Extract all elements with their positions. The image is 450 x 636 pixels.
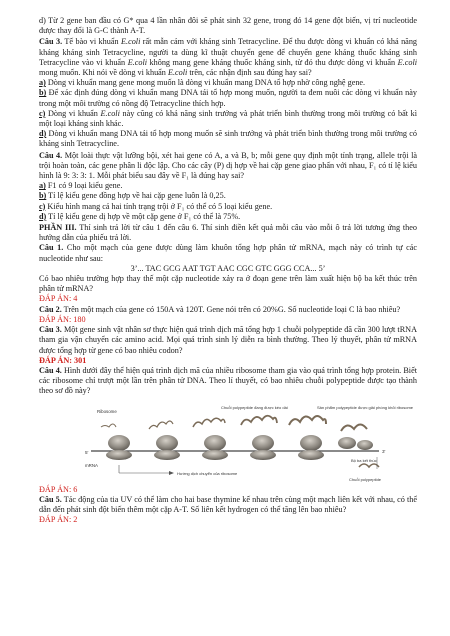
ribosome-small-subunit xyxy=(250,450,276,460)
label-stop-codon: Bộ ba kết thúc xyxy=(351,457,377,463)
ribosome-3 xyxy=(193,418,228,460)
question-5: Câu 5. Tác động của tia UV có thể làm cho hai base thymine kế nhau trên cùng một mạch liên kết với nhau, có thể dẫn đến phát sinh đột biến thêm một cặp A-T. Số liên kết hydrogen có thể tăng lên bao nhiêu? xyxy=(39,494,418,514)
option-b: b) Tỉ lệ kiểu gene đồng hợp về hai cặp gene luôn là 0,25. xyxy=(39,191,226,201)
translation-diagram xyxy=(79,401,414,485)
ribosome-large-subunit xyxy=(156,435,178,451)
option-c: c) Kiểu hình mang cả hai tính trạng trội ở F₁ có thể có 5 loại kiểu gene. xyxy=(39,201,273,211)
ribosome-small-subunit xyxy=(154,450,180,460)
polypeptide-chain xyxy=(101,424,116,427)
part-3-heading: PHẦN III. Thí sinh trả lời từ câu 1 đến câu 6. Thí sinh điền kết quả mỗi câu vào mỗi ô trả lời tương ứng theo hướng dẫn của phiếu trả lời. xyxy=(39,223,417,243)
question-2: Câu 2. Trên một mạch của gene có 150A và 120T. Gene nói trên có 20%G. Số nucleotide loại C là bao nhiêu? xyxy=(39,304,401,314)
label-chain-release: Sản phẩm polypeptide được giải phóng khỏi ribosome xyxy=(317,404,414,410)
ribosome-5 xyxy=(289,416,326,460)
question-1-ask: Có bao nhiêu trường hợp thay thế một cặp nucleotide xảy ra ở đoạn gene trên làm xuất hiện bộ ba kết thúc trên phân tử mRNA? xyxy=(39,274,417,294)
answer-4: ĐÁP ÁN: 6 xyxy=(39,484,78,494)
option-c: c) Dòng vi khuẩn E.coli này cũng có khả năng sinh trưởng và phát triển bình thường trong môi trường có bất kì một loại kháng sinh khác. xyxy=(39,108,417,129)
label-chain-done: Chuỗi polypeptide xyxy=(349,476,382,482)
option-a: a) F1 có 9 loại kiểu gene. xyxy=(39,181,123,191)
question-4-part2: Câu 4. Một loài thực vật lưỡng bội, xét hai gene có A, a và B, b; mỗi gene quy định một tính trạng, allele trội là trội hoàn toàn, các gene phân li độc lập. Cho các cây (P) dị hợp về hai cặp gene giao phấn với nhau, F₁ có tỉ lệ kiểu hình là 9: 3: 3: 1. Mỗi phát biểu sau đây về F₁ là đúng hay sai? xyxy=(39,150,418,181)
ribosome-4 xyxy=(241,415,277,459)
ribosome-1 xyxy=(101,424,132,460)
label-mrna: mRNA xyxy=(85,462,98,468)
polypeptide-chain xyxy=(241,415,277,424)
ribosome-small-subunit xyxy=(298,450,324,460)
ribosome-small-subunit xyxy=(202,450,228,460)
polypeptide-chain xyxy=(289,416,326,425)
arrow-right-icon xyxy=(169,471,174,475)
ribosome-large-subunit xyxy=(252,435,274,451)
ribosome-2 xyxy=(149,421,180,460)
label-chain-growing: Chuỗi polypeptide đang được kéo dài xyxy=(221,404,288,410)
option-d: d) Dòng vi khuẩn mang DNA tái tổ hợp mong muốn sẽ sinh trưởng và phát triển bình thường trong môi trường có kháng sinh Tetracycline. xyxy=(39,129,417,149)
ribosome-small-subunit xyxy=(106,450,132,460)
question-3-part2: Câu 3. Tế bào vi khuẩn E.coli rất mẫn cảm với kháng sinh Tetracycline. Để thu được dòng vi khuẩn có khả năng kháng kháng sinh Tetracycline, người ta dùng kĩ thuật chuyển gene để chuyển gene kháng thuốc kháng sinh Tetracycline vào vi khuẩn E.coli không mang gene kháng thuốc kháng sinh, từ đó thu được dòng vi khuẩn E.coli mong muốn. Khi nói về dòng vi khuẩn E.coli trên, các nhận định sau đúng hay sai? xyxy=(39,37,418,78)
label-direction: Hướng dịch chuyển của ribosome xyxy=(177,470,238,476)
label-5-prime: 5' xyxy=(85,449,89,455)
question-1: Câu 1. Cho một mạch của gene được dùng làm khuôn tổng hợp phân tử mRNA, mạch này có trình tự các nucleotide như sau: xyxy=(39,243,418,263)
answer-5: ĐÁP ÁN: 2 xyxy=(39,515,78,525)
ribosome-large-subunit xyxy=(204,435,226,451)
label-ribosome: Ribosome xyxy=(97,408,117,414)
question-label: Câu 3. xyxy=(39,37,63,47)
option-b: b) Để xác định đúng dòng vi khuẩn mang DNA tái tổ hợp mong muốn, người ta đem nuôi các dòng vi khuẩn này trong một môi trường có nồng độ Tetracycline thích hợp. xyxy=(39,88,417,108)
polypeptide-chain xyxy=(149,421,173,429)
polypeptide-chain xyxy=(193,418,225,427)
option-d-previous: d) Từ 2 gene ban đầu có G* qua 4 lần nhân đôi sẽ phát sinh 32 gene, trong đó 14 gene đột biến, vị trí nucleotide được thay đổi là G-C thành A-T. xyxy=(39,16,417,36)
dna-sequence: 3’... TAC GCG AAT TGT AAC CGC GTC GGG CCA... 5’ xyxy=(130,263,326,273)
answer-1: ĐÁP ÁN: 4 xyxy=(39,294,78,304)
label-3-prime: 3' xyxy=(382,448,386,454)
option-d: d) Tỉ lệ kiểu gene dị hợp về một cặp gene ở F₁ có thể là 75%. xyxy=(39,211,241,221)
question-4-part3: Câu 4. Hình dưới đây thể hiện quá trình dịch mã của nhiều ribosome tham gia vào quá trình tổng hợp protein. Biết các ribosome chỉ trượt một lần trên phân tử DNA. Theo lí thuyết, có bao nhiêu chuỗi polypeptide được tạo thành theo sơ đồ này? xyxy=(39,365,417,396)
answer-3: ĐÁP ÁN: 301 xyxy=(39,355,87,365)
option-a: a) Dòng vi khuẩn mang gene mong muốn là dòng vi khuẩn mang DNA tổ hợp nhờ công nghệ gene. xyxy=(39,78,366,88)
ribosome-large-subunit xyxy=(108,435,130,451)
question-3-part3: Câu 3. Một gene sinh vật nhân sơ thực hiện quá trình dịch mã tổng hợp 1 chuỗi polypeptide đã cần 300 lượt tRNA tham gia vận chuyển các amino acid. Mọi quá trình sinh lý diễn ra bình thường. Theo lý thuyết, phân tử mRNA được tổng hợp từ gene có bao nhiêu codon? xyxy=(39,325,417,355)
polysome-illustration xyxy=(79,401,414,485)
answer-2: ĐÁP ÁN: 180 xyxy=(39,314,86,324)
ribosome-large-subunit xyxy=(300,435,322,451)
